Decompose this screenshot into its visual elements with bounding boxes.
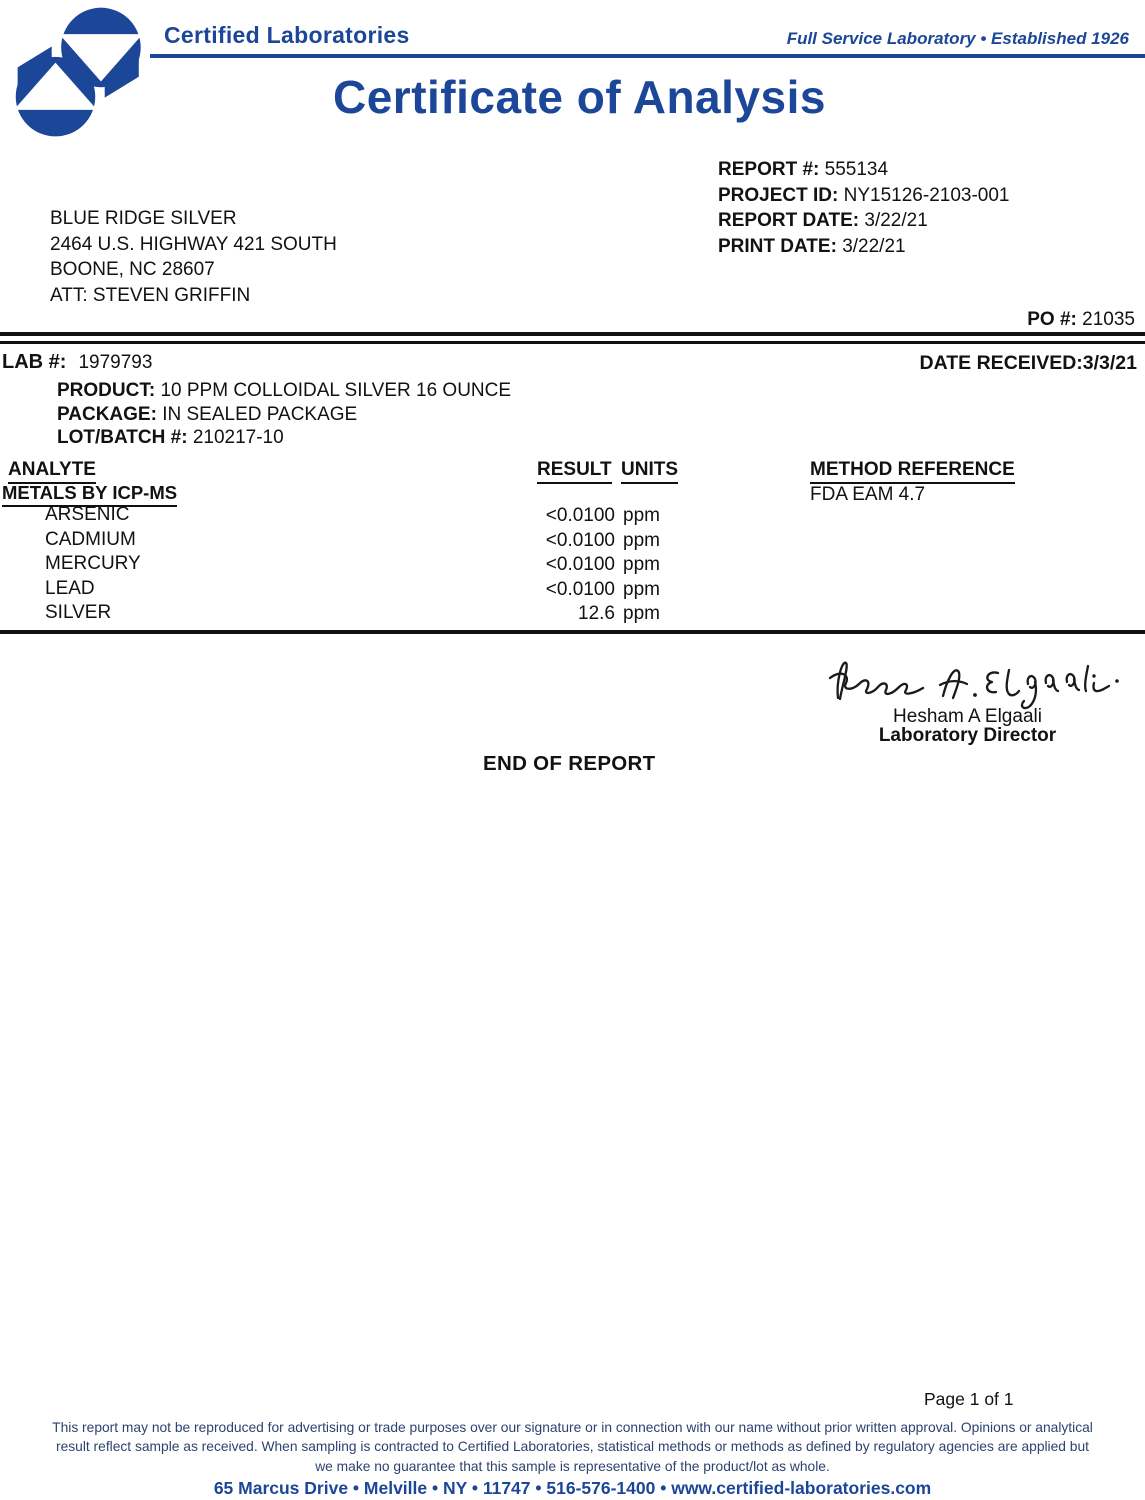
disclaimer-line-1: This report may not be reproduced for advertising or trade purposes over our signature or in connection with our name without prior written approval. Opinions or analytical <box>52 1420 1093 1435</box>
lot-batch-value: 210217-10 <box>192 427 284 449</box>
lab-number-label: LAB #: <box>2 351 67 373</box>
report-number-value: 555134 <box>824 159 889 180</box>
lab-number-line <box>2 351 152 374</box>
disclaimer-line-2: result reflect sample as received. When sampling is contracted to Certified Laboratories, statistical methods or methods as defined by regulatory agencies are applied but <box>55 1439 1089 1455</box>
report-number-label: REPORT #: <box>718 159 820 180</box>
analyte-name: CADMIUM <box>45 528 136 550</box>
header-divider <box>150 54 1145 58</box>
date-received: DATE RECEIVED:3/3/21 <box>919 352 1137 374</box>
result-units: ppm <box>623 578 660 600</box>
signatory-name: Hesham A Elgaali <box>893 706 1042 727</box>
table-bottom-rule <box>0 630 1145 634</box>
document-title: Certificate of Analysis <box>333 71 826 123</box>
disclaimer-line-3: we make no guarantee that this sample is representative of the product/lot as whole. <box>315 1458 830 1474</box>
report-date-line <box>718 208 1010 234</box>
product-line <box>57 379 511 403</box>
client-attention: ATT: STEVEN GRIFFIN <box>50 284 251 306</box>
method-reference-value: FDA EAM 4.7 <box>810 484 926 505</box>
end-of-report-label: END OF REPORT <box>483 752 656 775</box>
report-info-block <box>718 157 1010 259</box>
column-header-analyte: ANALYTE <box>8 459 96 484</box>
sample-detail-block <box>57 379 511 450</box>
result-value: <0.0100 <box>545 554 615 575</box>
results-rows <box>0 504 720 627</box>
lab-number-value: 1979793 <box>78 352 153 373</box>
disclaimer-text <box>0 1418 1145 1476</box>
company-tagline: Full Service Laboratory • Established 1926 <box>786 29 1129 48</box>
client-address-city: BOONE, NC 28607 <box>50 259 215 280</box>
project-id-label: PROJECT ID: <box>718 184 839 206</box>
lot-batch-line <box>57 426 511 450</box>
result-value: <0.0100 <box>545 505 615 526</box>
product-value: 10 PPM COLLOIDAL SILVER 16 OUNCE <box>160 380 512 401</box>
po-number-line <box>1027 309 1135 331</box>
analyte-name: ARSENIC <box>45 504 130 525</box>
result-row <box>0 529 720 554</box>
lab-contact-line: 65 Marcus Drive • Melville • NY • 11747 • 516-576-1400 • www.certified-laboratories.com <box>213 1478 932 1498</box>
result-value: 12.6 <box>578 603 615 624</box>
result-units: ppm <box>623 505 660 526</box>
analyte-name: SILVER <box>45 602 112 623</box>
print-date-value: 3/22/21 <box>842 235 906 257</box>
result-units: ppm <box>623 529 660 551</box>
analyte-name: MERCURY <box>45 553 141 574</box>
result-row <box>0 602 720 627</box>
result-row <box>0 578 720 603</box>
print-date-label: PRINT DATE: <box>718 235 837 257</box>
print-date-line <box>718 234 1010 260</box>
package-value: IN SEALED PACKAGE <box>162 403 358 425</box>
double-rule-top <box>0 332 1145 336</box>
client-address-block <box>50 206 337 308</box>
po-number-value: 21035 <box>1082 309 1135 330</box>
result-row <box>0 504 720 529</box>
project-id-line <box>718 183 1010 209</box>
client-name: BLUE RIDGE SILVER <box>50 208 237 229</box>
report-number-line <box>718 157 1010 183</box>
package-label: PACKAGE: <box>57 403 157 425</box>
column-header-result: RESULT <box>537 459 612 484</box>
analyte-name: LEAD <box>45 577 95 599</box>
handwritten-signature <box>826 650 1126 712</box>
result-row <box>0 553 720 578</box>
result-value: <0.0100 <box>545 529 615 551</box>
double-rule-bottom <box>0 341 1145 345</box>
company-name: Certified Laboratories <box>164 22 410 48</box>
report-date-value: 3/22/21 <box>864 210 928 231</box>
result-units: ppm <box>623 554 660 575</box>
result-value: <0.0100 <box>545 578 615 600</box>
client-address-street: 2464 U.S. HIGHWAY 421 SOUTH <box>50 233 337 255</box>
page-number: Page 1 of 1 <box>924 1389 1014 1409</box>
certified-laboratories-logo-icon <box>6 2 158 144</box>
lot-batch-label: LOT/BATCH #: <box>57 427 188 449</box>
project-id-value: NY15126-2103-001 <box>843 184 1010 206</box>
column-header-units: UNITS <box>621 459 678 484</box>
signatory-title: Laboratory Director <box>878 725 1057 746</box>
analyte-group-heading: METALS BY ICP-MS <box>2 482 177 507</box>
po-number-label: PO #: <box>1027 309 1077 330</box>
product-label: PRODUCT: <box>57 380 156 401</box>
result-units: ppm <box>623 603 660 624</box>
report-date-label: REPORT DATE: <box>718 210 860 231</box>
package-line <box>57 403 511 427</box>
column-header-method-reference: METHOD REFERENCE <box>810 459 1015 484</box>
